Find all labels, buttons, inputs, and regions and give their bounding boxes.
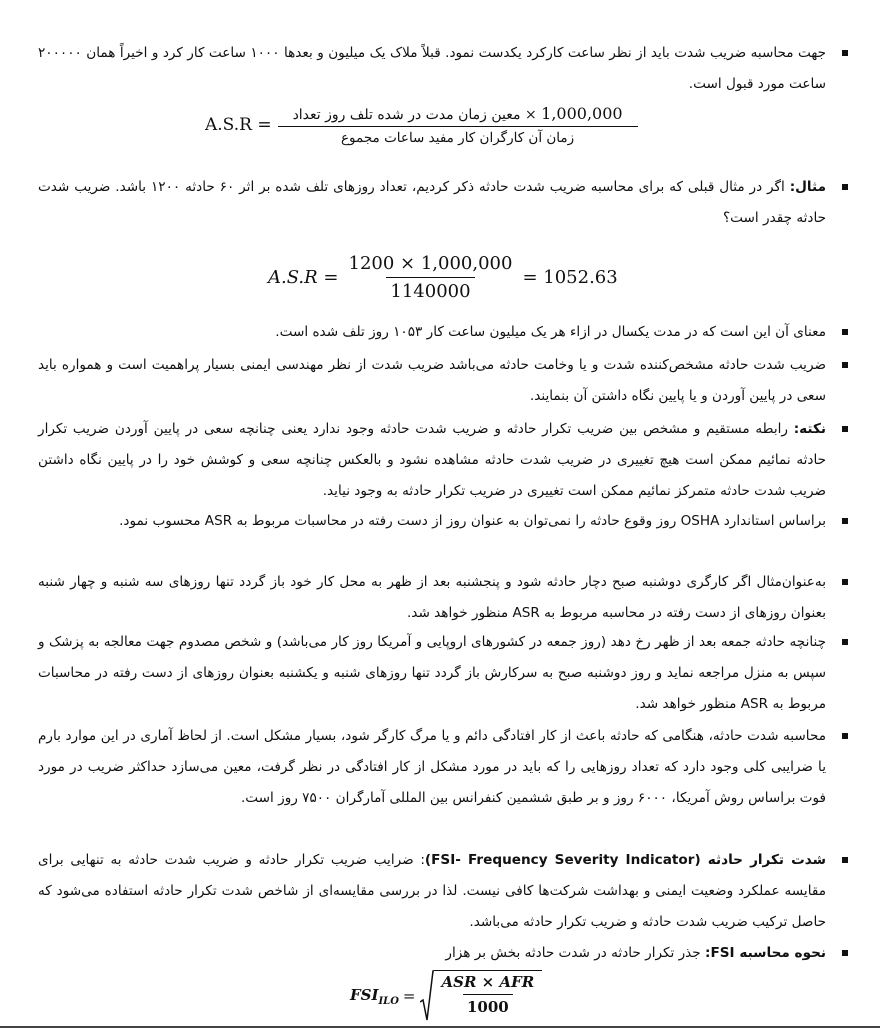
bullet-paragraph [38,721,826,814]
formula-denominator: زمان آن کارگران کار مفید ساعات مجموع [278,126,638,146]
asr-formula-definition [205,104,638,146]
formula-result: = 1052.63 [522,267,618,288]
paragraph-text [119,513,826,529]
body-text: معنای آن این است که در مدت یکسال در ازاء هر یک میلیون ساعت کار ۱۰۵۳ روز تلف شده است. [275,324,826,340]
body-text: به‌عنوان‌مثال اگر کارگری دوشنبه صبح دچار حادثه شود و پنجشنبه بعد از ظهر به محل کار خود باز گردد تنها روزهای سه شنبه و چهار شنبه بعنوان روزهای از دست رفته در محاسبه مربوط به ASR منظور خواهد شد. [38,574,826,621]
square-root [420,970,543,1022]
formula-lhs-subscript: ILO [378,995,399,1007]
formula-fraction [278,104,638,146]
bullet-marker [842,518,848,524]
body-text: محاسبه شدت حادثه، هنگامی که حادثه باعث از کار افتادگی دائم و یا مرگ کارگر شود، بسیار مشکل است. از لحاظ آماری در این موارد بارم یا ضرایبی کلی وجود دارد که تعداد روزهایی را که باید در مورد مشکل از کار افتادگی در نظر گرفت، معین می‌سازد حداکثر ضریب در مورد فوت براساس روش آمریکا، ۶۰۰۰ روز و بر طبق ششمین کنفرانس بین المللی آمارگران ۷۵۰۰ روز است. [38,728,826,806]
paragraph-text [445,945,826,961]
bullet-marker [842,579,848,585]
body-text: جذر تکرار حادثه در شدت حادثه بخش بر هزار [445,945,706,961]
bullet-paragraph [38,414,826,507]
page-bottom-rule [0,1026,880,1028]
bullet-marker [842,639,848,645]
bullet-marker [842,362,848,368]
bullet-marker [842,50,848,56]
bold-lead-text: نکته: [793,421,826,437]
bullet-marker [842,857,848,863]
formula-denominator: 1000 [463,994,513,1016]
body-text: جهت محاسبه ضریب شدت باید از نظر ساعت کارکرد یکدست نمود. قبلاً ملاک یک میلیون و بعدها ۱۰۰۰ ساعت کار کرد و اخیراً همان ۲۰۰۰۰۰ ساعت مورد قبول است. [38,45,826,92]
formula-numerator: 1200 × 1,000,000 [348,253,513,274]
paragraph-text [275,324,826,340]
formula-lhs: A.S.R = [205,115,272,135]
bullet-marker [842,950,848,956]
paragraph-text [38,45,826,92]
bold-lead-text: شدت تکرار حادثه (FSI- Frequency Severity Indicator) [424,852,826,868]
asr-formula-example [268,253,618,302]
radicand [434,970,543,1022]
paragraph-text [38,179,826,226]
bullet-marker [842,733,848,739]
formula-denominator: 1140000 [386,277,474,302]
radical-sign-icon [420,970,434,1022]
bullet-paragraph [38,845,826,938]
fsi-formula [350,970,542,1022]
formula-fraction [345,253,517,302]
formula-numerator: ASR × AFR [441,973,535,991]
paragraph-text [38,634,826,712]
numerator-number: 1,000,000 [541,104,623,123]
body-text: ضریب شدت حادثه مشخص‌کننده شدت و یا وخامت حادثه می‌باشد ضریب شدت از نظر مهندسی ایمنی بسیار پراهمیت است و همواره باید سعی در پایین آوردن و یا پایین نگاه داشتن آن بنمایند. [38,357,826,404]
formula-numerator [289,104,627,126]
formula-lhs [350,986,399,1007]
paragraph-text [38,357,826,404]
bullet-paragraph [38,938,826,969]
bullet-paragraph [38,506,826,537]
formula-fraction [438,973,539,1016]
bullet-paragraph [38,567,826,629]
bold-lead-text: نحوه محاسبه FSI: [705,945,826,961]
formula-equals: = [402,987,416,1005]
paragraph-text [38,574,826,621]
paragraph-text [38,421,826,499]
body-text: چنانچه حادثه جمعه بعد از ظهر رخ دهد (روز جمعه در کشورهای اروپایی و آمریکا روز کار می‌باشد) و شخص مصدوم جهت معالجه به پزشک و سپس به منزل مراجعه نماید و روز دوشنبه صبح به سرکارش باز گردد تنها روزهای شنبه و یکشنبه بعنوان روزهای از دست رفته در محاسبات مربوط به ASR منظور خواهد شد. [38,634,826,712]
bullet-marker [842,426,848,432]
body-text: اگر در مثال قبلی که برای محاسبه ضریب شدت حادثه ذکر کردیم، تعداد روزهای تلف شده بر اثر ۶۰ حادثه ۱۲۰۰ باشد. ضریب شدت حادثه چقدر است؟ [38,179,826,226]
bold-lead-text: مثال: [789,179,826,195]
formula-lhs-symbol: FSI [350,985,379,1004]
bullet-paragraph [38,627,826,720]
body-text: رابطه مستقیم و مشخص بین ضریب تکرار حادثه و ضریب شدت حادثه وجود ندارد یعنی چنانچه سعی در پایین آوردن ضریب تکرار حادثه نمائیم ممکن است هیچ تغییری در ضریب شدت حادثه مشاهده نشود و بالعکس چنانچه سعی و کوشش خود را در پایین نگاه داشتن ضریب شدت حادثه متمرکز نمائیم ممکن است تغییری در ضریب تکرار حادثه به وجود نیاید. [38,421,826,499]
bullet-paragraph [38,38,826,100]
formula-lhs: A.S.R = [268,267,339,288]
bullet-paragraph [38,317,826,348]
bullet-paragraph [38,172,826,234]
bullet-marker [842,184,848,190]
body-text: براساس استاندارد OSHA روز وقوع حادثه را نمی‌توان به عنوان روز از دست رفته در محاسبات مربوط به ASR محسوب نمود. [119,513,826,529]
bullet-marker [842,329,848,335]
bullet-paragraph [38,350,826,412]
numerator-text: × معین زمان مدت در شده تلف روز تعداد [292,107,537,123]
paragraph-text [38,728,826,806]
paragraph-text [38,852,826,930]
body-text: : ضرایب ضریب تکرار حادثه و ضریب شدت حادثه به تنهایی برای مقایسه عملکرد وضعیت ایمنی و بهداشت شرکت‌ها کافی نیست. لذا در بررسی مقایسه‌ای از شاخص شدت تکرار حادثه استفاده می‌شود که حاصل ترکیب ضریب شدت حادثه و ضریب تکرار حادثه می‌باشد. [38,852,826,930]
